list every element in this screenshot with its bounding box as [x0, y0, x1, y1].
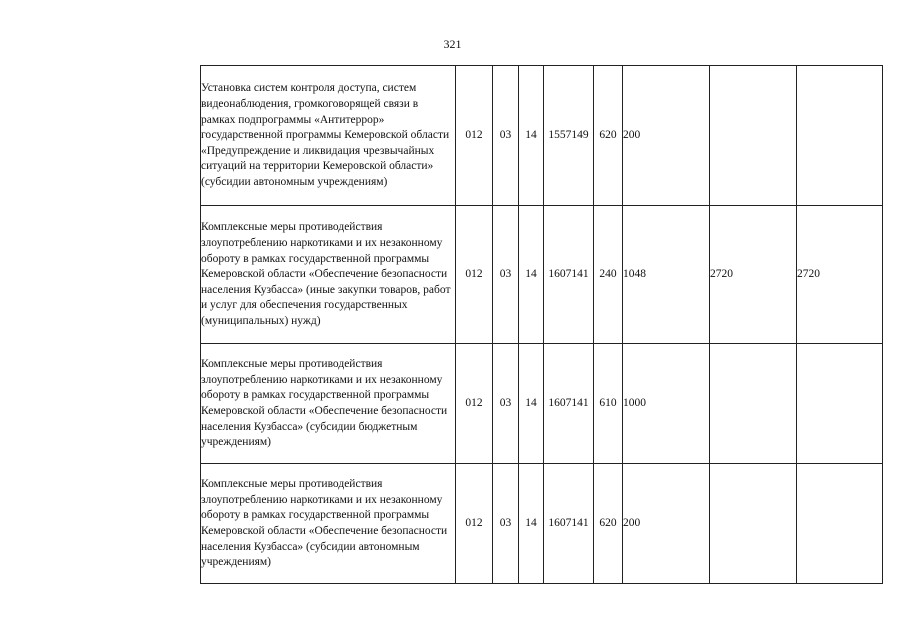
table-row — [201, 66, 883, 206]
ministry-code: 012 — [456, 66, 493, 206]
row-description: Комплексные меры противодействия злоупотреблению наркотиками и их незаконному обороту в рамках государственной программы Кемеровской области «Обеспечение безопасности населения Кузбасса» (иные закупки товаров, работ и услуг для обеспечения государственных (муниципальных) нужд) — [201, 206, 456, 344]
ministry-code: 012 — [456, 464, 493, 584]
ministry-code: 012 — [456, 344, 493, 464]
section-code: 03 — [493, 66, 519, 206]
target-article-code: 1607141 — [544, 206, 594, 344]
section-code: 03 — [493, 464, 519, 584]
sum-year-2 — [710, 464, 797, 584]
sum-year-1: 1000 — [623, 344, 710, 464]
subsection-code: 14 — [519, 464, 544, 584]
sum-year-2 — [710, 66, 797, 206]
sum-year-3 — [797, 464, 883, 584]
subsection-code: 14 — [519, 344, 544, 464]
expense-type-code: 240 — [594, 206, 623, 344]
expense-type-code: 620 — [594, 464, 623, 584]
target-article-code: 1557149 — [544, 66, 594, 206]
sum-year-1: 1048 — [623, 206, 710, 344]
sum-year-3: 2720 — [797, 206, 883, 344]
budget-table — [200, 65, 883, 584]
row-description: Установка систем контроля доступа, систем видеонаблюдения, громкоговорящей связи в рамках подпрограммы «Антитеррор» государственной программы Кемеровской области «Предупреждение и ликвидация чрезвычайных ситуаций на территории Кемеровской области» (субсидии автономным учреждениям) — [201, 66, 456, 206]
target-article-code: 1607141 — [544, 344, 594, 464]
row-description: Комплексные меры противодействия злоупотреблению наркотиками и их незаконному обороту в рамках государственной программы Кемеровской области «Обеспечение безопасности населения Кузбасса» (субсидии бюджетным учреждениям) — [201, 344, 456, 464]
table-row — [201, 464, 883, 584]
sum-year-2 — [710, 344, 797, 464]
table-row — [201, 206, 883, 344]
sum-year-3 — [797, 66, 883, 206]
expense-type-code: 620 — [594, 66, 623, 206]
section-code: 03 — [493, 344, 519, 464]
subsection-code: 14 — [519, 66, 544, 206]
page-number: 321 — [443, 37, 462, 51]
sum-year-1: 200 — [623, 464, 710, 584]
sum-year-2: 2720 — [710, 206, 797, 344]
row-description: Комплексные меры противодействия злоупотреблению наркотиками и их незаконному обороту в рамках государственной программы Кемеровской области «Обеспечение безопасности населения Кузбасса» (субсидии автономным учреждениям) — [201, 464, 456, 584]
ministry-code: 012 — [456, 206, 493, 344]
table-row — [201, 344, 883, 464]
sum-year-1: 200 — [623, 66, 710, 206]
expense-type-code: 610 — [594, 344, 623, 464]
target-article-code: 1607141 — [544, 464, 594, 584]
section-code: 03 — [493, 206, 519, 344]
subsection-code: 14 — [519, 206, 544, 344]
sum-year-3 — [797, 344, 883, 464]
